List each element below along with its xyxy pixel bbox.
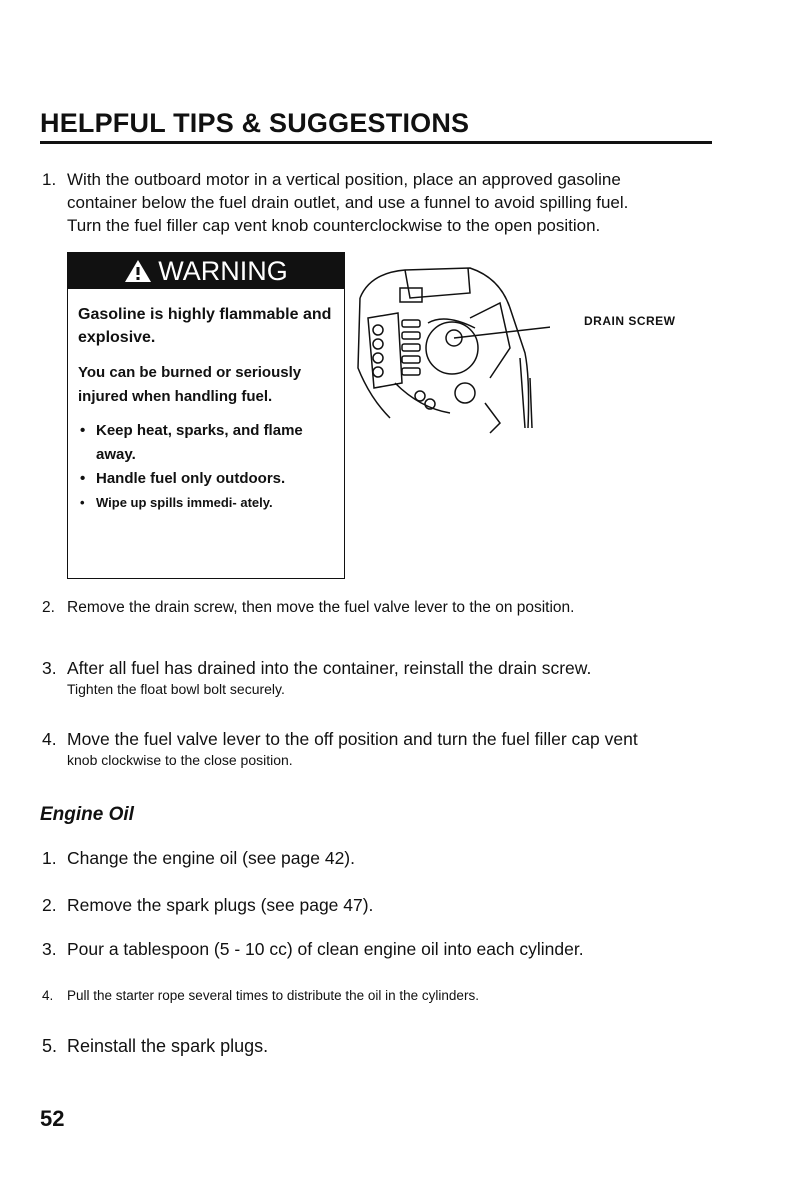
step-number: 2.: [42, 599, 55, 616]
warning-bullet: • Handle fuel only outdoors.: [78, 467, 336, 491]
warning-subtext: You can be burned or seriously injured when handling fuel.: [78, 364, 302, 405]
step-text: Change the engine oil (see page 42).: [67, 848, 355, 868]
step-text-line: With the outboard motor in a vertical position, place an approved gasoline: [67, 170, 621, 189]
warning-bullet: • Wipe up spills immedi- ately.: [78, 491, 336, 515]
warning-list: [78, 419, 336, 515]
warning-title: WARNING: [158, 255, 288, 286]
step-text: Remove the drain screw, then move the fuel valve lever to the on position.: [67, 599, 575, 616]
warning-header: [68, 253, 344, 289]
warning-body: [78, 303, 336, 515]
warning-lead: Gasoline is highly flammable and explosive.: [78, 306, 332, 346]
step-number: 5.: [42, 1036, 58, 1056]
page-title: HELPFUL TIPS & SUGGESTIONS: [40, 108, 470, 138]
drain-screw-label: DRAIN SCREW: [584, 314, 676, 328]
step-text-line: Turn the fuel filler cap vent knob counterclockwise to the open position.: [67, 216, 601, 235]
engine-oil-heading: Engine Oil: [40, 804, 134, 825]
step-number: 1.: [42, 848, 57, 868]
warning-bullet: • Keep heat, sparks, and flame away.: [78, 419, 336, 467]
step-number: 3.: [42, 939, 57, 959]
step-number: 3.: [42, 658, 57, 678]
warning-box: [67, 252, 345, 579]
step-text: [67, 168, 732, 237]
step-number: 4.: [42, 988, 54, 1003]
step-text: After all fuel has drained into the container, reinstall the drain screw.: [67, 658, 592, 678]
step-subtext: knob clockwise to the close position.: [67, 752, 293, 768]
step-text: Remove the spark plugs (see page 47).: [67, 895, 374, 915]
step-subtext: Tighten the float bowl bolt securely.: [67, 681, 285, 697]
title-divider: [40, 141, 712, 144]
step-text: Move the fuel valve lever to the off position and turn the fuel filler cap vent: [67, 729, 638, 749]
step-text: Pull the starter rope several times to distribute the oil in the cylinders.: [67, 988, 479, 1003]
step-text: Pour a tablespoon (5 - 10 cc) of clean engine oil into each cylinder.: [67, 939, 584, 959]
carburetor-illustration: [350, 258, 550, 438]
step-number: 4.: [42, 729, 57, 749]
step-number: 1.: [42, 170, 57, 189]
step-text-line: container below the fuel drain outlet, and use a funnel to avoid spilling fuel.: [67, 193, 629, 212]
page-number: 52: [40, 1106, 65, 1131]
step-number: 2.: [42, 895, 57, 915]
warning-triangle-icon: [124, 259, 152, 283]
step-text: Reinstall the spark plugs.: [67, 1036, 269, 1056]
